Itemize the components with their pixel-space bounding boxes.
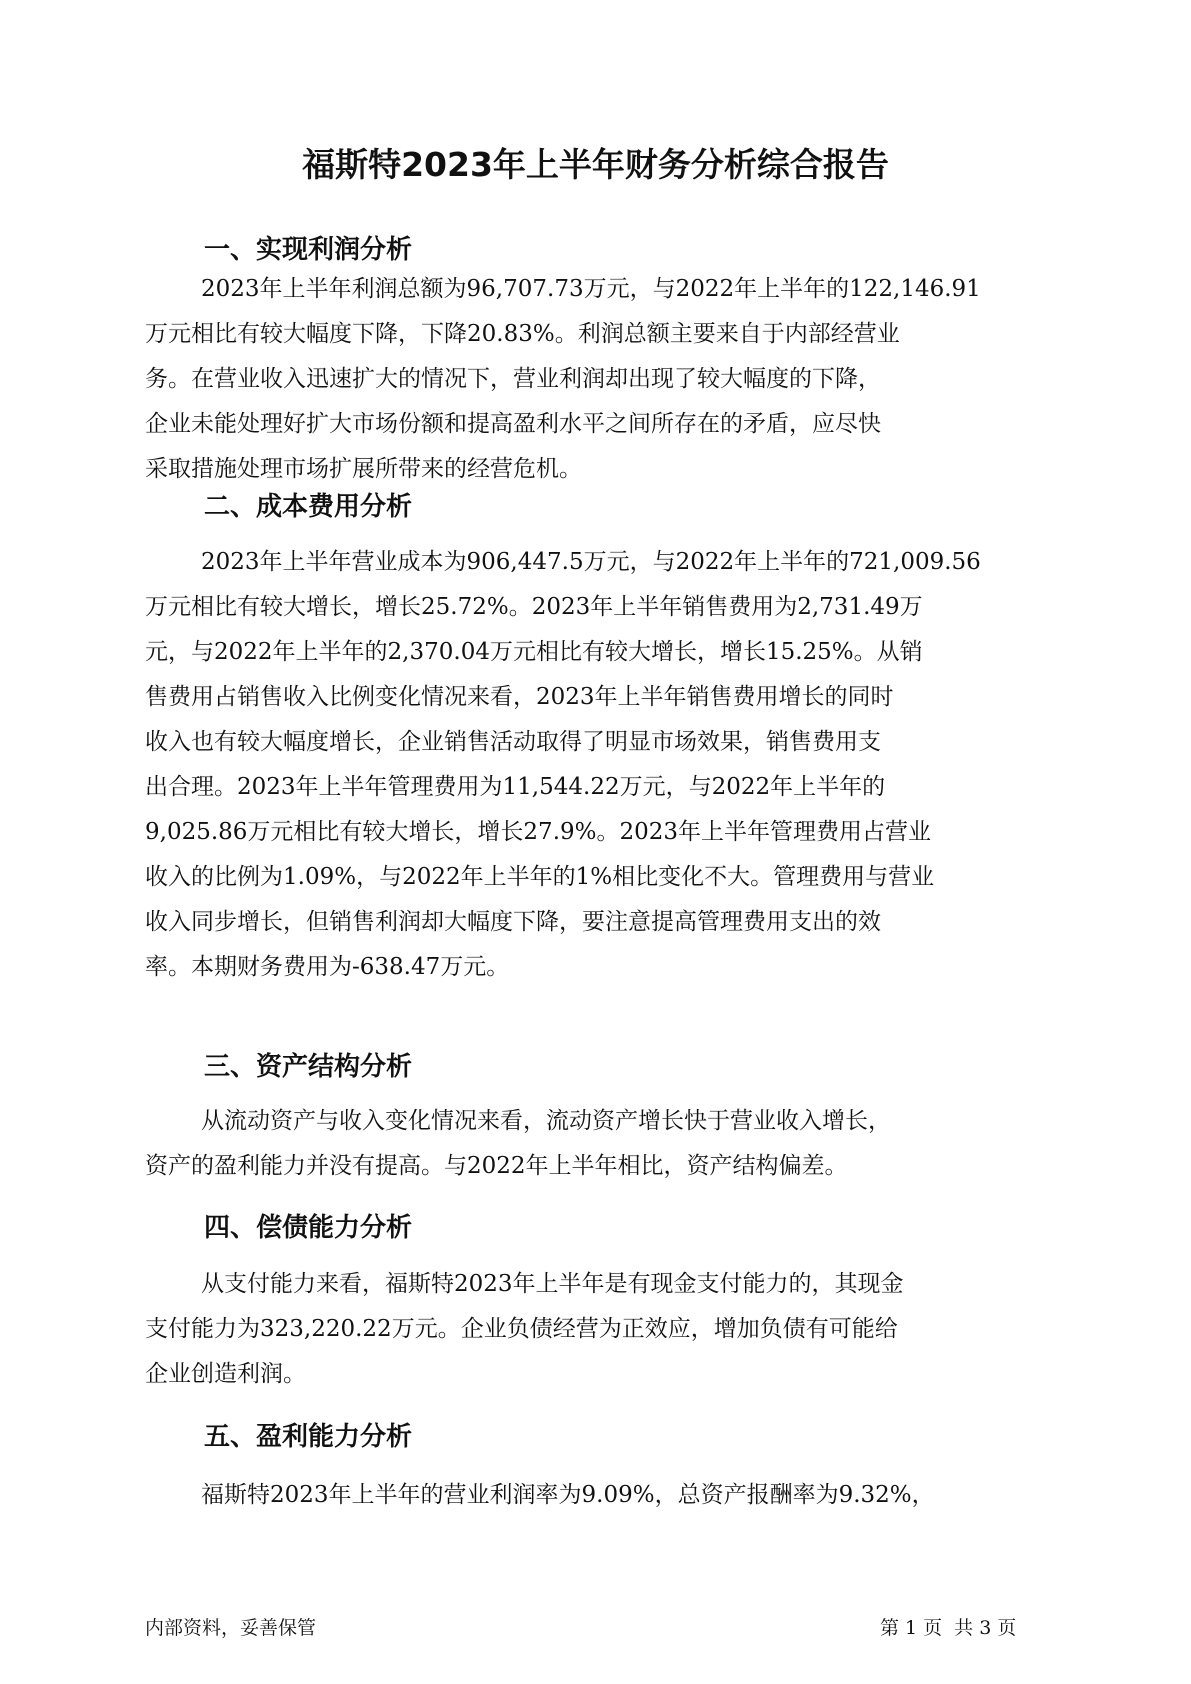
footer-page-indicator <box>880 1615 1022 1641</box>
paragraph-line: 元，与2022年上半年的2,370.04万元相比有较大增长，增长15.25%。从销 <box>145 639 923 665</box>
section-heading-solvency: 四、偿债能力分析 <box>204 1213 413 1243</box>
footer-total-unit: 页 <box>997 1617 1017 1639</box>
footer-total-prefix: 共 <box>954 1617 974 1639</box>
document-title: 福斯特2023年上半年财务分析综合报告 <box>302 145 889 184</box>
section-heading-cost: 二、成本费用分析 <box>204 492 413 522</box>
paragraph-line: 万元相比有较大幅度下降，下降20.83%。利润总额主要来自于内部经营业 <box>145 321 900 347</box>
footer-page-number: 1 <box>905 1617 918 1639</box>
paragraph-line: 2023年上半年利润总额为96,707.73万元，与2022年上半年的122,146.91 <box>201 276 981 302</box>
footer-page-unit: 页 <box>923 1617 943 1639</box>
section-heading-assets: 三、资产结构分析 <box>204 1052 413 1082</box>
paragraph-line: 售费用占销售收入比例变化情况来看，2023年上半年销售费用增长的同时 <box>145 684 894 710</box>
paragraph-line: 资产的盈利能力并没有提高。与2022年上半年相比，资产结构偏差。 <box>145 1153 848 1179</box>
paragraph-line: 9,025.86万元相比有较大增长，增长27.9%。2023年上半年管理费用占营业 <box>145 819 932 845</box>
section-heading-profitability: 五、盈利能力分析 <box>204 1422 413 1452</box>
paragraph-line: 收入的比例为1.09%，与2022年上半年的1%相比变化不大。管理费用与营业 <box>145 864 935 890</box>
footer-total-pages: 3 <box>979 1617 992 1639</box>
paragraph-line: 2023年上半年营业成本为906,447.5万元，与2022年上半年的721,009.56 <box>201 549 981 575</box>
paragraph-line: 采取措施处理市场扩展所带来的经营危机。 <box>145 456 582 482</box>
paragraph-line: 收入也有较大幅度增长，企业销售活动取得了明显市场效果，销售费用支 <box>145 729 881 755</box>
paragraph-line: 务。在营业收入迅速扩大的情况下，营业利润却出现了较大幅度的下降， <box>145 366 881 392</box>
section-body-assets <box>145 1099 1080 1189</box>
section-heading-profit: 一、实现利润分析 <box>204 235 413 265</box>
paragraph-line: 万元相比有较大增长，增长25.72%。2023年上半年销售费用为2,731.49万 <box>145 594 923 620</box>
section-body-solvency <box>145 1262 1080 1397</box>
paragraph-line: 从支付能力来看，福斯特2023年上半年是有现金支付能力的，其现金 <box>201 1271 904 1297</box>
paragraph-line: 率。本期财务费用为-638.47万元。 <box>145 954 510 980</box>
paragraph-line: 收入同步增长，但销售利润却大幅度下降，要注意提高管理费用支出的效 <box>145 909 881 935</box>
footer-confidential-note: 内部资料，妥善保管 <box>145 1617 317 1639</box>
paragraph-line: 企业创造利润。 <box>145 1361 306 1387</box>
paragraph-line: 企业未能处理好扩大市场份额和提高盈利水平之间所存在的矛盾，应尽快 <box>145 411 881 437</box>
section-body-cost <box>145 540 1080 990</box>
paragraph-line: 出合理。2023年上半年管理费用为11,544.22万元，与2022年上半年的 <box>145 774 886 800</box>
paragraph-line: 从流动资产与收入变化情况来看，流动资产增长快于营业收入增长， <box>201 1108 891 1134</box>
section-body-profit <box>145 267 1080 492</box>
section-body-profitability <box>145 1473 1080 1518</box>
footer-page-prefix: 第 <box>880 1617 900 1639</box>
paragraph-line: 支付能力为323,220.22万元。企业负债经营为正效应，增加负债有可能给 <box>145 1316 898 1342</box>
paragraph-line: 福斯特2023年上半年的营业利润率为9.09%，总资产报酬率为9.32%， <box>201 1482 935 1508</box>
